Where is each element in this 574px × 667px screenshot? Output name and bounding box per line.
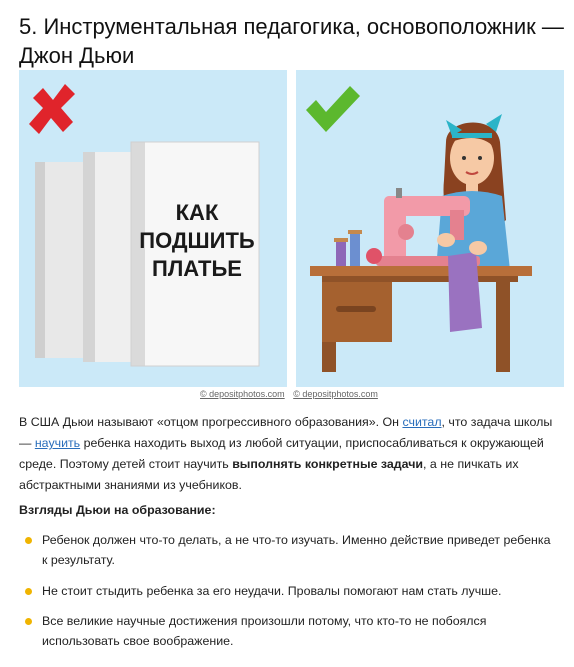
list-item: Ребенок должен что-то делать, а не что-то изучать. Именно действие приведет ребенка к результату. [19,530,559,581]
link-considered[interactable]: считал [402,415,442,429]
views-subheading: Взгляды Дьюи на образование: [19,503,216,517]
right-example-illustration [296,70,564,387]
article-paragraph [19,412,559,496]
paragraph-text: , что задача школы — [19,415,553,450]
paragraph-text: ребенка находить выход из любой ситуации, приспосабливаться к окружающей среде. Поэтому детей стоит научить [19,436,544,471]
link-teach[interactable]: научить [34,436,81,450]
bullet-dot-icon [25,537,32,544]
bullet-dot-icon [25,618,32,625]
wrong-example-illustration [19,70,287,387]
spool-purple [336,240,346,266]
book-title-line: ПОДШИТЬ [139,228,255,253]
book-title-line: ПЛАТЬЕ [152,256,242,281]
book-front [131,142,259,366]
paragraph-text: В США Дьюи называют «отцом прогрессивного образования». Он [19,415,403,429]
views-list [19,530,559,651]
cross-mark-icon [29,84,75,134]
paragraph-text: , а не пичкать их абстрактными знаниями из учебников. [19,457,519,492]
fabric [448,252,482,332]
credit-link[interactable]: © depositphotos.com [293,389,378,399]
list-item: Все великие научные достижения произошли потому, что кто-то не побоялся использовать свое воображение. [19,611,559,651]
pincushion [366,248,382,264]
bullet-dot-icon [25,588,32,595]
image-credits [200,389,384,399]
spool-blue [350,232,360,266]
check-mark-icon [306,86,360,132]
book-title-line: КАК [175,200,219,225]
table-top [310,266,532,276]
credit-link[interactable]: © depositphotos.com [200,389,285,399]
list-item: Не стоит стыдить ребенка за его неудачи. Провалы помогают нам стать лучше. [19,581,559,611]
paragraph-bold: выполнять конкретные задачи [232,457,424,471]
article-title: 5. Инструментальная педагогика, основоположник — Джон Дьюи [19,14,564,68]
